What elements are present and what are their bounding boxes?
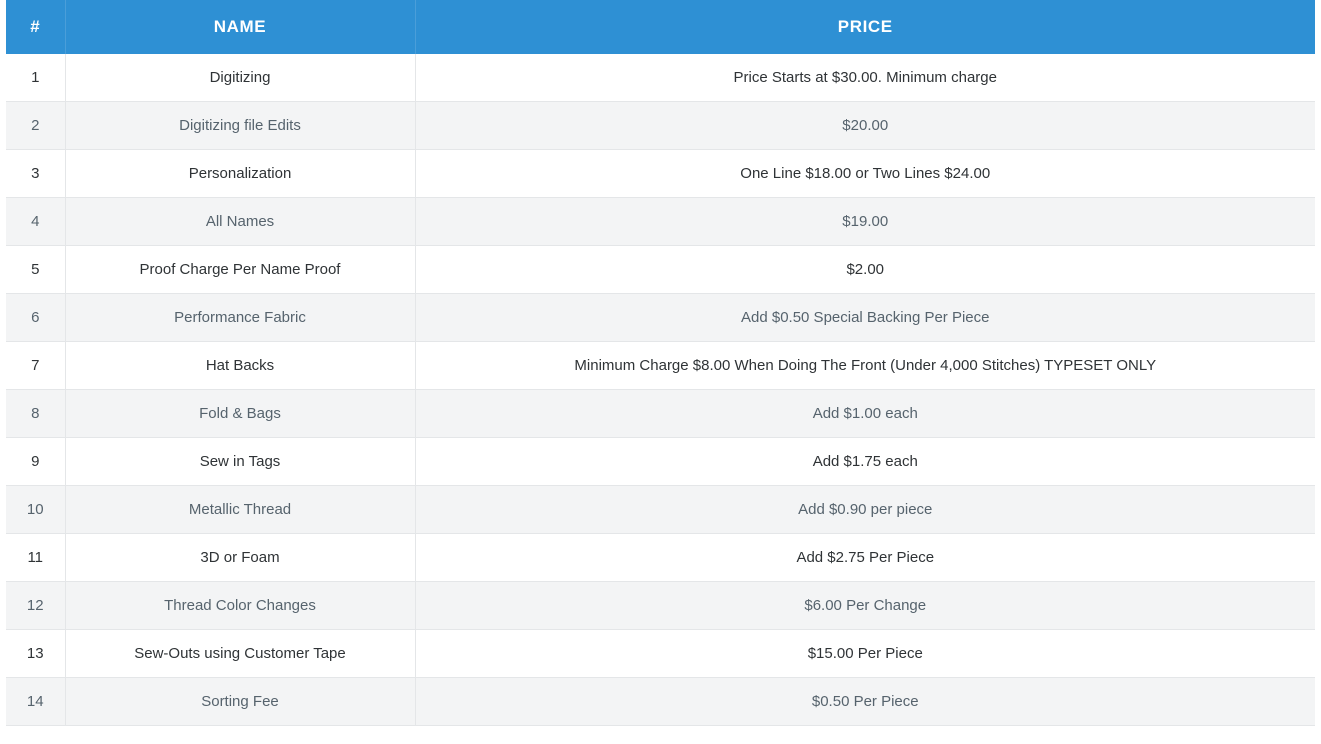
- row-number: 5: [6, 246, 65, 294]
- price-table: [6, 0, 1315, 726]
- row-price: One Line $18.00 or Two Lines $24.00: [415, 150, 1315, 198]
- row-number: 1: [6, 54, 65, 102]
- row-price: $6.00 Per Change: [415, 582, 1315, 630]
- table-row: [6, 342, 1315, 390]
- row-name: Digitizing file Edits: [65, 102, 415, 150]
- table-row: [6, 246, 1315, 294]
- row-number: 6: [6, 294, 65, 342]
- row-number: 11: [6, 534, 65, 582]
- row-price: Price Starts at $30.00. Minimum charge: [415, 54, 1315, 102]
- row-price: Add $0.50 Special Backing Per Piece: [415, 294, 1315, 342]
- row-number: 12: [6, 582, 65, 630]
- row-price: Add $0.90 per piece: [415, 486, 1315, 534]
- row-name: 3D or Foam: [65, 534, 415, 582]
- row-price: $0.50 Per Piece: [415, 678, 1315, 726]
- row-name: Proof Charge Per Name Proof: [65, 246, 415, 294]
- row-name: Sew in Tags: [65, 438, 415, 486]
- row-name: All Names: [65, 198, 415, 246]
- row-number: 7: [6, 342, 65, 390]
- table-row: [6, 102, 1315, 150]
- row-number: 4: [6, 198, 65, 246]
- row-price: $20.00: [415, 102, 1315, 150]
- row-name: Fold & Bags: [65, 390, 415, 438]
- row-name: Sorting Fee: [65, 678, 415, 726]
- row-name: Personalization: [65, 150, 415, 198]
- table-row: [6, 486, 1315, 534]
- column-header-number[interactable]: #: [6, 0, 65, 54]
- row-number: 2: [6, 102, 65, 150]
- table-row: [6, 150, 1315, 198]
- table-header: [6, 0, 1315, 54]
- table-row: [6, 390, 1315, 438]
- table-header-row: [6, 0, 1315, 54]
- row-price: $19.00: [415, 198, 1315, 246]
- row-name: Hat Backs: [65, 342, 415, 390]
- row-price: Add $1.00 each: [415, 390, 1315, 438]
- table-body: [6, 54, 1315, 726]
- row-number: 14: [6, 678, 65, 726]
- table-row: [6, 534, 1315, 582]
- table-row: [6, 294, 1315, 342]
- row-price: Minimum Charge $8.00 When Doing The Front (Under 4,000 Stitches) TYPESET ONLY: [415, 342, 1315, 390]
- table-row: [6, 54, 1315, 102]
- row-price: Add $2.75 Per Piece: [415, 534, 1315, 582]
- column-header-name[interactable]: NAME: [65, 0, 415, 54]
- column-header-price[interactable]: PRICE: [415, 0, 1315, 54]
- row-number: 13: [6, 630, 65, 678]
- table-row: [6, 630, 1315, 678]
- row-name: Performance Fabric: [65, 294, 415, 342]
- row-number: 3: [6, 150, 65, 198]
- row-number: 8: [6, 390, 65, 438]
- table-row: [6, 198, 1315, 246]
- row-price: $15.00 Per Piece: [415, 630, 1315, 678]
- row-price: $2.00: [415, 246, 1315, 294]
- row-name: Thread Color Changes: [65, 582, 415, 630]
- row-name: Metallic Thread: [65, 486, 415, 534]
- table-row: [6, 678, 1315, 726]
- row-number: 10: [6, 486, 65, 534]
- row-name: Sew-Outs using Customer Tape: [65, 630, 415, 678]
- table-row: [6, 438, 1315, 486]
- row-price: Add $1.75 each: [415, 438, 1315, 486]
- row-number: 9: [6, 438, 65, 486]
- table-row: [6, 582, 1315, 630]
- row-name: Digitizing: [65, 54, 415, 102]
